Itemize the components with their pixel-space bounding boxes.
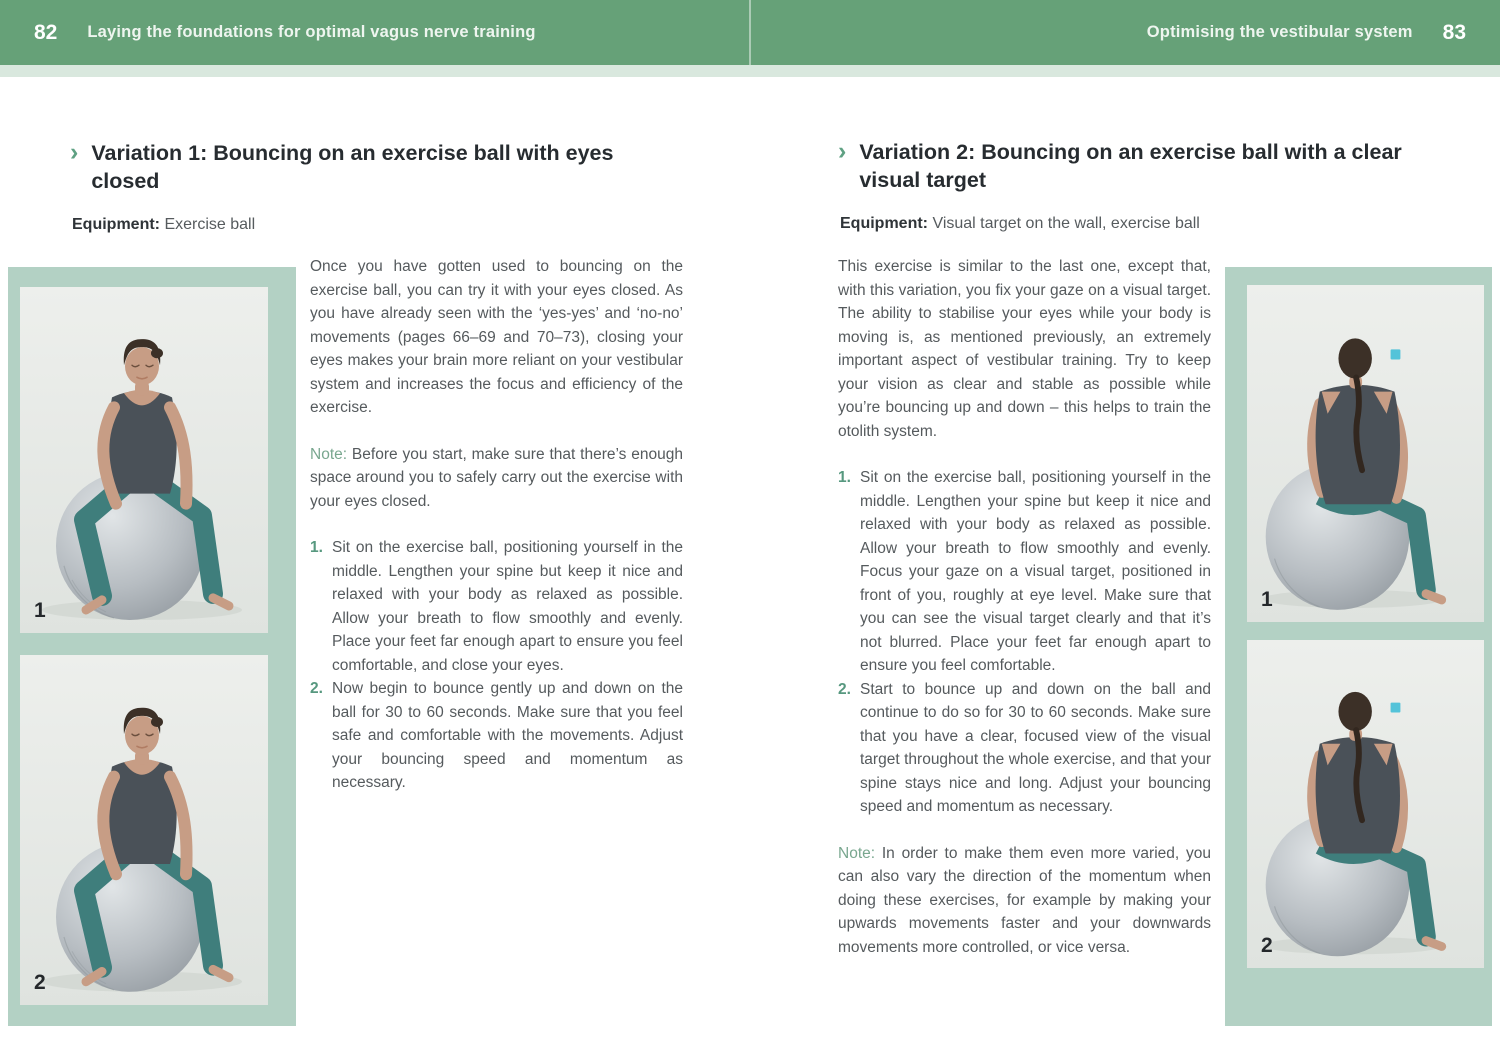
step-text: Sit on the exercise ball, positioning yourself in the middle. Lengthen your spine but keep it nice and relaxed with your body as relaxed as possible. Allow your breath to flow smoothly and evenly. Place your feet far enough apart to ensure you feel comfortable, and close your eyes. xyxy=(332,539,683,674)
figure-label: 2 xyxy=(1261,934,1273,957)
header-left-group xyxy=(34,0,536,65)
equipment-value: Exercise ball xyxy=(160,216,256,233)
step-text: Start to bounce up and down on the ball and continue to do so for 30 to 60 seconds. Make sure that you have a clear, focused view of the visual target throughout the whole exercise, and that your spine stays nice and long. Adjust your bouncing speed and momentum as necessary. xyxy=(860,680,1211,815)
equipment-label: Equipment: xyxy=(72,216,160,233)
note-paragraph xyxy=(310,443,683,514)
figure-label: 1 xyxy=(34,599,46,622)
figure-label: 2 xyxy=(34,971,46,994)
note-label: Note: xyxy=(310,445,348,463)
note-text: Before you start, make sure that there’s enough space around you to safely carry out the exercise with your eyes closed. xyxy=(310,445,683,510)
right-section-title: Variation 2: Bouncing on an exercise ball with a clear visual target xyxy=(859,140,1402,192)
step-item xyxy=(310,677,683,795)
page-number-left: 82 xyxy=(34,20,58,44)
chevron-right-icon: › xyxy=(838,137,847,165)
step-number: 2. xyxy=(838,680,851,698)
step-text: Sit on the exercise ball, positioning yourself in the middle. Lengthen your spine but keep it nice and relaxed with your body as relaxed as possible. Allow your breath to flow smoothly and evenly. Focus your gaze on a visual target, positioned in front of you, roughly at eye level. Make sure that you can see the visual target clearly and that it’s not blurred. Place your feet far enough apart to ensure you feel comfortable. xyxy=(860,469,1211,674)
right-equipment-line xyxy=(840,215,1200,233)
chapter-title-left: Laying the foundations for optimal vagus nerve training xyxy=(87,23,536,41)
right-section-heading xyxy=(838,138,1418,194)
steps-list xyxy=(838,466,1211,819)
note-paragraph xyxy=(838,842,1211,960)
figure-photo xyxy=(1247,640,1484,968)
figure-photo xyxy=(20,287,268,633)
header-right-group xyxy=(1147,0,1466,65)
note-text: In order to make them even more varied, you can also vary the direction of the momentum when doing these exercises, for example by making your upwards movements faster and your downwards movements more controlled, or vice versa. xyxy=(838,844,1211,956)
equipment-value: Visual target on the wall, exercise ball xyxy=(928,215,1200,232)
chapter-title-right: Optimising the vestibular system xyxy=(1146,23,1413,41)
note-label: Note: xyxy=(838,844,876,862)
figure-label: 1 xyxy=(1261,588,1273,611)
left-section-title: Variation 1: Bouncing on an exercise ball with eyes closed xyxy=(91,141,614,193)
left-figure-strip xyxy=(8,267,296,1026)
page-header xyxy=(0,0,1500,65)
left-section-heading xyxy=(70,139,630,195)
chevron-right-icon: › xyxy=(70,138,79,166)
woman-on-exercise-ball-back-with-visual-target-illustration xyxy=(1247,640,1484,968)
figure-photo xyxy=(20,655,268,1005)
step-number: 1. xyxy=(838,469,851,486)
steps-list xyxy=(310,536,683,795)
woman-on-exercise-ball-back-with-visual-target-illustration xyxy=(1247,285,1484,622)
step-number: 1. xyxy=(310,539,323,556)
intro-paragraph: This exercise is similar to the last one, except that, with this variation, you fix your gaze on a visual target. The ability to stabilise your eyes while your body is moving is, as mentioned previously, an extremely important aspect of vestibular training. Try to keep your vision as clear and stable as possible while you’re bouncing up and down – this helps to train the otolith system. xyxy=(838,258,1211,440)
left-equipment-line xyxy=(72,216,255,234)
right-figure-strip xyxy=(1225,267,1492,1026)
subheader-strip xyxy=(0,65,1500,77)
left-body-column xyxy=(310,255,683,818)
woman-on-exercise-ball-front-illustration xyxy=(20,655,268,1005)
step-text: Now begin to bounce gently up and down on the ball for 30 to 60 seconds. Make sure that you feel safe and comfortable with the movements. Adjust your bouncing speed and momentum as necessary. xyxy=(332,680,683,791)
equipment-label: Equipment: xyxy=(840,215,928,232)
step-number: 2. xyxy=(310,680,323,697)
step-item xyxy=(310,536,683,677)
page-number-right: 83 xyxy=(1442,20,1466,44)
figure-photo xyxy=(1247,285,1484,622)
right-body-column xyxy=(838,255,1211,982)
step-item xyxy=(838,678,1211,819)
step-item xyxy=(838,466,1211,678)
woman-on-exercise-ball-front-illustration xyxy=(20,287,268,633)
intro-paragraph: Once you have gotten used to bouncing on the exercise ball, you can try it with your eyes closed. As you have already seen with the ‘yes-yes’ and ‘no-no’ movements (pages 66–69 and 70–73), closing your eyes makes your brain more reliant on your vestibular system and increases the focus and efficiency of the exercise. xyxy=(310,258,683,416)
